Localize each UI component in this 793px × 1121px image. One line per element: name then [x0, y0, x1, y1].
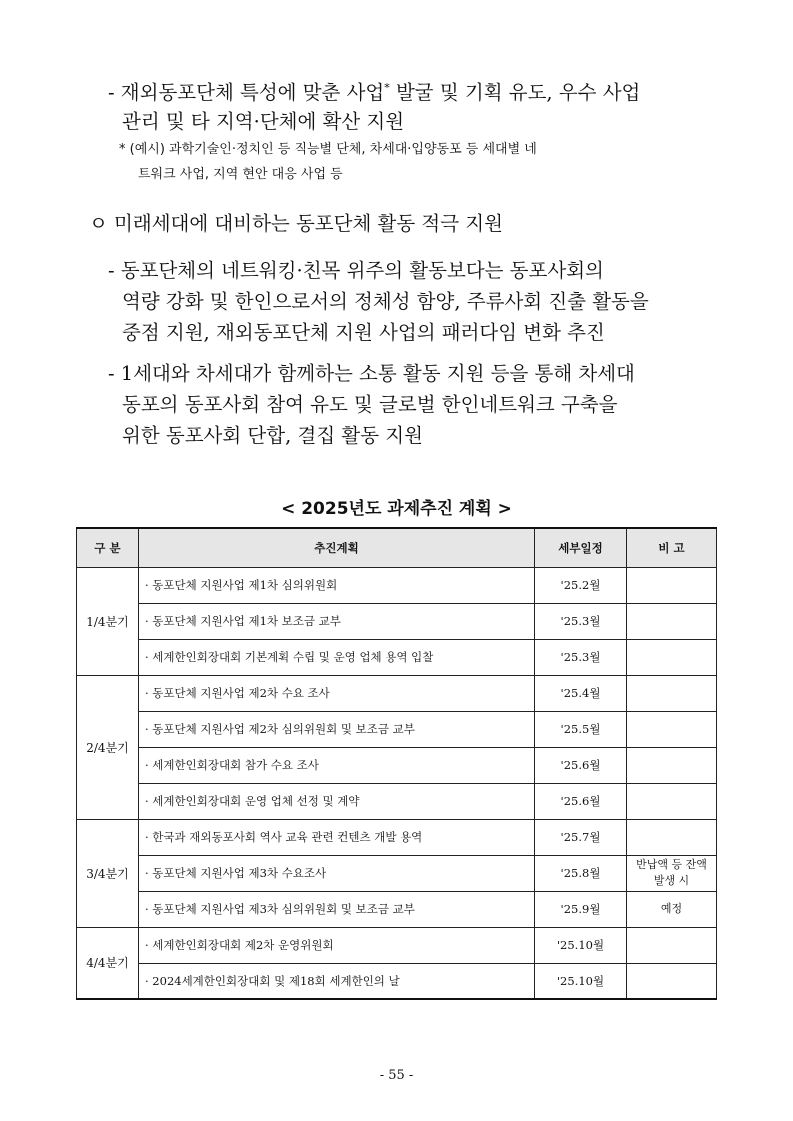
header-category: 구 분 — [77, 528, 139, 567]
plan-item: · 동포단체 지원사업 제1차 보조금 교부 — [139, 603, 535, 639]
note — [627, 603, 717, 639]
table-row — [77, 567, 717, 603]
plan-item: · 세계한인회장대회 제2차 운영위원회 — [139, 927, 535, 963]
note — [627, 747, 717, 783]
note — [627, 567, 717, 603]
schedule: '25.10월 — [535, 927, 627, 963]
note — [627, 711, 717, 747]
header-note: 비 고 — [627, 528, 717, 567]
plan-item: · 세계한인회장대회 운영 업체 선정 및 계약 — [139, 783, 535, 819]
schedule: '25.4월 — [535, 675, 627, 711]
table-row — [77, 603, 717, 639]
schedule: '25.6월 — [535, 783, 627, 819]
schedule: '25.3월 — [535, 639, 627, 675]
bullet-dash-2-line-1: - 동포단체의 네트워킹·친목 위주의 활동보다는 동포사회의 — [108, 259, 604, 282]
header-plan: 추진계획 — [139, 528, 535, 567]
note — [627, 783, 717, 819]
table-row — [77, 639, 717, 675]
bullet-dash-2-line-3: 중점 지원, 재외동포단체 지원 사업의 패러다임 변화 추진 — [122, 321, 605, 344]
table-row — [77, 711, 717, 747]
schedule: '25.10월 — [535, 963, 627, 999]
plan-table — [76, 527, 717, 1000]
plan-item: · 동포단체 지원사업 제2차 심의위원회 및 보조금 교부 — [139, 711, 535, 747]
schedule: '25.9월 — [535, 891, 627, 927]
note: 예정 — [627, 891, 717, 927]
bullet-dash-3-line-2: 동포의 동포사회 참여 유도 및 글로벌 한인네트워크 구축을 — [122, 393, 618, 416]
bullet-circle: ㅇ 미래세대에 대비하는 동포단체 활동 적극 지원 — [89, 212, 503, 235]
note: 반납액 등 잔액 발생 시 — [627, 855, 717, 891]
plan-item: · 동포단체 지원사업 제3차 심의위원회 및 보조금 교부 — [139, 891, 535, 927]
schedule: '25.2월 — [535, 567, 627, 603]
table-row — [77, 747, 717, 783]
bullet-dash-2-line-2: 역량 강화 및 한인으로서의 정체성 함양, 주류사회 진출 활동을 — [122, 290, 649, 313]
plan-item: · 세계한인회장대회 기본계획 수립 및 운영 업체 용역 입찰 — [139, 639, 535, 675]
plan-item: · 세계한인회장대회 참가 수요 조사 — [139, 747, 535, 783]
quarter-label: 2/4분기 — [77, 675, 139, 819]
bullet-dash-3-line-3: 위한 동포사회 단합, 결집 활동 지원 — [122, 424, 423, 447]
schedule: '25.7월 — [535, 819, 627, 855]
table-row — [77, 783, 717, 819]
footnote-line-1: * (예시) 과학기술인·정치인 등 직능별 단체, 차세대·입양동포 등 세대별 네 — [119, 142, 537, 157]
bullet-dash-1-line-2: 관리 및 타 지역·단체에 확산 지원 — [122, 110, 405, 133]
bullet-dash-1-line-1: - 재외동포단체 특성에 맞춘 사업* 발굴 및 기획 유도, 우수 사업 — [108, 81, 641, 104]
schedule: '25.6월 — [535, 747, 627, 783]
note — [627, 963, 717, 999]
note — [627, 639, 717, 675]
note — [627, 675, 717, 711]
plan-item: · 2024세계한인회장대회 및 제18회 세계한인의 날 — [139, 963, 535, 999]
plan-item: · 동포단체 지원사업 제2차 수요 조사 — [139, 675, 535, 711]
note — [627, 927, 717, 963]
quarter-label: 3/4분기 — [77, 819, 139, 927]
header-schedule: 세부일정 — [535, 528, 627, 567]
table-row — [77, 927, 717, 963]
table-title: < 2025년도 과제추진 계획 > — [281, 499, 512, 519]
plan-item: · 한국과 재외동포사회 역사 교육 관련 컨텐츠 개발 용역 — [139, 819, 535, 855]
note — [627, 819, 717, 855]
quarter-label: 4/4분기 — [77, 927, 139, 999]
table-row — [77, 855, 717, 891]
bullet-dash-3-line-1: - 1세대와 차세대가 함께하는 소통 활동 지원 등을 통해 차세대 — [108, 362, 635, 385]
table-row — [77, 675, 717, 711]
table-row — [77, 819, 717, 855]
plan-item: · 동포단체 지원사업 제3차 수요조사 — [139, 855, 535, 891]
table-row — [77, 891, 717, 927]
footnote-line-2: 트워크 사업, 지역 현안 대응 사업 등 — [138, 167, 343, 182]
schedule: '25.3월 — [535, 603, 627, 639]
table-row — [77, 963, 717, 999]
schedule: '25.8월 — [535, 855, 627, 891]
quarter-label: 1/4분기 — [77, 567, 139, 675]
plan-item: · 동포단체 지원사업 제1차 심의위원회 — [139, 567, 535, 603]
schedule: '25.5월 — [535, 711, 627, 747]
page-number: - 55 - — [379, 1068, 414, 1083]
table-header-row — [77, 528, 717, 567]
